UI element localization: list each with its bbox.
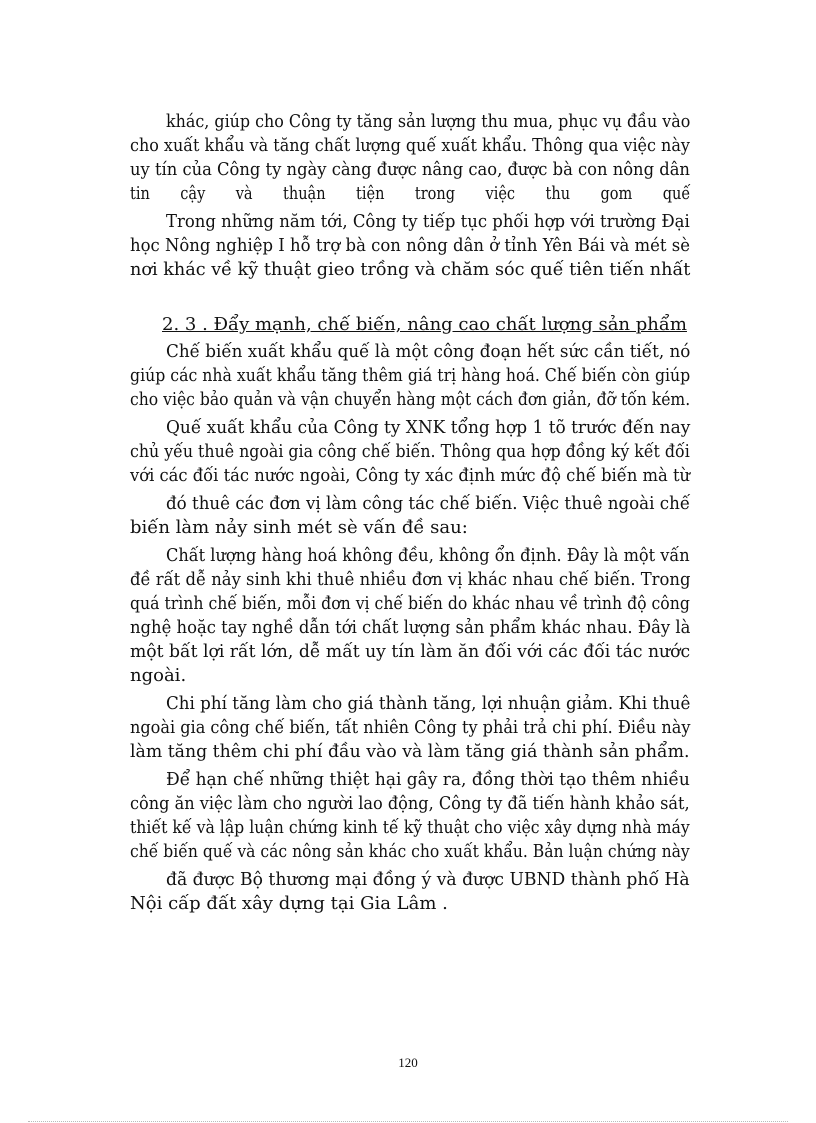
paragraph-1-line-1: khác, giúp cho Công ty tăng sản lượng thu mua, phục vụ đầu vào bbox=[166, 111, 691, 132]
paragraph-6-line-5: một bất lợi rất lớn, dễ mất uy tín làm ăn đối với các đối tác nước bbox=[130, 641, 691, 662]
section-heading: 2. 3 . Đẩy mạnh, chế biến, nâng cao chất lượng sản phẩm bbox=[162, 314, 687, 335]
paragraph-1-line-3: uy tín của Công ty ngày càng được nâng cao, được bà con nông dân bbox=[130, 159, 690, 180]
paragraph-5-line-1: đó thuê các đơn vị làm công tác chế biến. Việc thuê ngoài chế bbox=[166, 493, 691, 514]
paragraph-1-line-2: cho xuất khẩu và tăng chất lượng quế xuất khẩu. Thông qua việc này bbox=[130, 135, 690, 156]
paragraph-6-line-4: nghệ hoặc tay nghề dẫn tới chất lượng sản phẩm khác nhau. Đây là bbox=[130, 617, 691, 638]
paragraph-4-line-3: với các đối tác nước ngoài, Công ty xác định mức độ chế biến mà từ bbox=[130, 465, 691, 486]
paragraph-8-line-3: thiết kế và lập luận chứng kinh tế kỹ thuật cho việc xây dựng nhà máy bbox=[130, 817, 690, 838]
paragraph-9-line-2: Nội cấp đất xây dựng tại Gia Lâm . bbox=[130, 893, 448, 914]
paragraph-2-line-1: Trong những năm tới, Công ty tiếp tục phối hợp với trường Đại bbox=[166, 211, 690, 232]
paragraph-6-line-3: quá trình chế biến, mỗi đơn vị chế biến do khác nhau về trình độ công bbox=[130, 593, 690, 614]
paragraph-4-line-1: Quế xuất khẩu của Công ty XNK tổng hợp 1 tõ trước đến nay bbox=[166, 417, 691, 438]
paragraph-9-line-1: đã được Bộ thương mại đồng ý và được UBND thành phố Hà bbox=[166, 869, 690, 890]
paragraph-7-line-2: ngoài gia công chế biến, tất nhiên Công ty phải trả chi phí. Điều này bbox=[130, 717, 691, 738]
paragraph-3-line-1: Chế biến xuất khẩu quế là một công đoạn hết sức cần tiết, nó bbox=[166, 341, 691, 362]
paragraph-7-line-1: Chi phí tăng làm cho giá thành tăng, lợi nhuận giảm. Khi thuê bbox=[166, 693, 691, 714]
paragraph-5-line-2: biến làm nảy sinh mét sè vấn đề sau: bbox=[130, 517, 468, 538]
paragraph-8-line-2: công ăn việc làm cho người lao động, Công ty đã tiến hành khảo sát, bbox=[130, 793, 690, 814]
paragraph-8-line-4: chế biến quế và các nông sản khác cho xuất khẩu. Bản luận chứng này bbox=[130, 841, 690, 862]
paragraph-4-line-2: chủ yếu thuê ngoài gia công chế biến. Thông qua hợp đồng ký kết đối bbox=[130, 441, 690, 462]
paragraph-8-line-1: Để hạn chế những thiệt hại gây ra, đồng thời tạo thêm nhiều bbox=[166, 769, 690, 790]
paragraph-3-line-2: giúp các nhà xuất khẩu tăng thêm giá trị hàng hoá. Chế biến còn giúp bbox=[130, 365, 691, 386]
paragraph-2-line-3: nơi khác về kỹ thuật gieo trồng và chăm sóc quế tiên tiến nhất bbox=[130, 259, 691, 280]
paragraph-6-line-1: Chất lượng hàng hoá không đều, không ổn định. Đây là một vấn bbox=[166, 545, 690, 566]
paragraph-6-line-2: đề rất dễ nảy sinh khi thuê nhiều đơn vị khác nhau chế biến. Trong bbox=[130, 569, 691, 590]
paragraph-7-line-3: làm tăng thêm chi phí đầu vào và làm tăng giá thành sản phẩm. bbox=[130, 741, 690, 762]
page-number: 120 bbox=[398, 1055, 418, 1070]
footer-divider bbox=[28, 1121, 788, 1122]
paragraph-6-line-6: ngoài. bbox=[130, 665, 187, 686]
paragraph-2-line-2: học Nông nghiệp I hỗ trợ bà con nông dân ở tỉnh Yên Bái và mét sè bbox=[130, 235, 690, 256]
paragraph-1-line-4: tin cậy và thuận tiện trong việc thu gom quế bbox=[130, 183, 691, 204]
paragraph-3-line-3: cho việc bảo quản và vận chuyển hàng một cách đơn giản, đỡ tốn kém. bbox=[130, 389, 691, 410]
